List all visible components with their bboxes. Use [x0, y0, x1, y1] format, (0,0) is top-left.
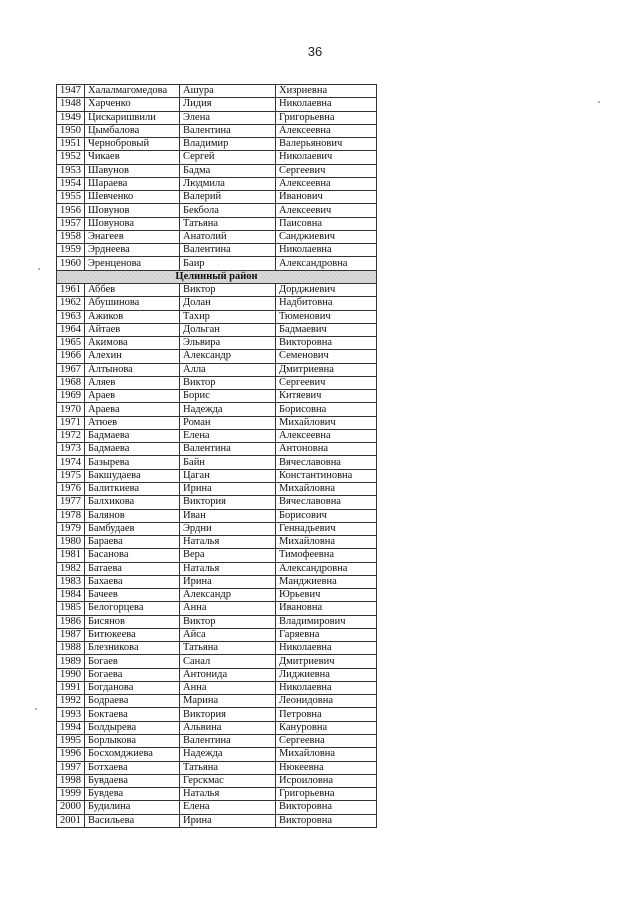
patronymic-cell: Китяевич [276, 390, 377, 403]
patronymic-cell: Николаевна [276, 98, 377, 111]
given-name-cell: Валентина [180, 735, 276, 748]
row-number: 1999 [57, 788, 85, 801]
given-name-cell: Виктория [180, 496, 276, 509]
surname-cell: Ажиков [85, 310, 180, 323]
row-number: 1991 [57, 681, 85, 694]
surname-cell: Эрднеева [85, 244, 180, 257]
row-number: 1956 [57, 204, 85, 217]
table-row [57, 549, 377, 562]
patronymic-cell: Константиновна [276, 469, 377, 482]
surname-cell: Бисянов [85, 615, 180, 628]
table-row [57, 244, 377, 257]
given-name-cell: Антонида [180, 668, 276, 681]
surname-cell: Шовунова [85, 217, 180, 230]
row-number: 1998 [57, 774, 85, 787]
surname-cell: Ботхаева [85, 761, 180, 774]
given-name-cell: Владимир [180, 138, 276, 151]
surname-cell: Айтаев [85, 323, 180, 336]
patronymic-cell: Николаевна [276, 642, 377, 655]
table-row [57, 376, 377, 389]
table-row [57, 735, 377, 748]
given-name-cell: Алла [180, 363, 276, 376]
surname-cell: Бакшудаева [85, 469, 180, 482]
table-row [57, 681, 377, 694]
given-name-cell: Наталья [180, 536, 276, 549]
given-name-cell: Ирина [180, 814, 276, 827]
row-number: 1989 [57, 655, 85, 668]
surname-cell: Васильева [85, 814, 180, 827]
row-number: 1993 [57, 708, 85, 721]
surname-cell: Аббев [85, 283, 180, 296]
row-number: 1982 [57, 562, 85, 575]
patronymic-cell: Михайловна [276, 482, 377, 495]
table-row [57, 496, 377, 509]
surname-cell: Болдырева [85, 721, 180, 734]
given-name-cell: Айса [180, 628, 276, 641]
row-number: 1950 [57, 124, 85, 137]
patronymic-cell: Паисовна [276, 217, 377, 230]
table-row [57, 416, 377, 429]
surname-cell: Цискаришвили [85, 111, 180, 124]
table-row [57, 177, 377, 190]
patronymic-cell: Валерьянович [276, 138, 377, 151]
surname-cell: Бадмаева [85, 429, 180, 442]
table-row [57, 337, 377, 350]
table-row [57, 164, 377, 177]
row-number: 1947 [57, 85, 85, 98]
given-name-cell: Бадма [180, 164, 276, 177]
surname-cell: Бувдева [85, 788, 180, 801]
given-name-cell: Иван [180, 509, 276, 522]
table-row [57, 695, 377, 708]
patronymic-cell: Григорьевна [276, 111, 377, 124]
patronymic-cell: Ивановна [276, 602, 377, 615]
given-name-cell: Надежда [180, 748, 276, 761]
given-name-cell: Татьяна [180, 761, 276, 774]
given-name-cell: Виктор [180, 615, 276, 628]
table-row [57, 522, 377, 535]
table-row [57, 151, 377, 164]
row-number: 1988 [57, 642, 85, 655]
patronymic-cell: Дмитриевна [276, 363, 377, 376]
row-number: 1962 [57, 297, 85, 310]
table-row [57, 788, 377, 801]
patronymic-cell: Николаевна [276, 681, 377, 694]
surname-cell: Аляев [85, 376, 180, 389]
scan-speck [35, 708, 37, 710]
patronymic-cell: Гаряевна [276, 628, 377, 641]
surname-cell: Битюкеева [85, 628, 180, 641]
patronymic-cell: Тюменович [276, 310, 377, 323]
patronymic-cell: Хизриевна [276, 85, 377, 98]
surname-cell: Бодраева [85, 695, 180, 708]
table-row [57, 85, 377, 98]
given-name-cell: Ирина [180, 482, 276, 495]
row-number: 1972 [57, 429, 85, 442]
row-number: 1997 [57, 761, 85, 774]
row-number: 1954 [57, 177, 85, 190]
row-number: 1951 [57, 138, 85, 151]
given-name-cell: Байн [180, 456, 276, 469]
surname-cell: Чернобровый [85, 138, 180, 151]
patronymic-cell: Семенович [276, 350, 377, 363]
table-row [57, 310, 377, 323]
table-row [57, 443, 377, 456]
given-name-cell: Долан [180, 297, 276, 310]
given-name-cell: Наталья [180, 562, 276, 575]
table-row [57, 217, 377, 230]
table-row [57, 191, 377, 204]
table-row [57, 124, 377, 137]
surname-cell: Шавунов [85, 164, 180, 177]
row-number: 1987 [57, 628, 85, 641]
patronymic-cell: Бадмаевич [276, 323, 377, 336]
table-row [57, 615, 377, 628]
row-number: 1963 [57, 310, 85, 323]
page-number: 36 [307, 44, 323, 59]
given-name-cell: Цаган [180, 469, 276, 482]
patronymic-cell: Нюкеевна [276, 761, 377, 774]
patronymic-cell: Михайлович [276, 416, 377, 429]
surname-cell: Алтынова [85, 363, 180, 376]
given-name-cell: Валерий [180, 191, 276, 204]
scan-speck [598, 101, 600, 103]
table-row [57, 323, 377, 336]
patronymic-cell: Александровна [276, 562, 377, 575]
given-name-cell: Валентина [180, 443, 276, 456]
table-row [57, 350, 377, 363]
row-number: 1966 [57, 350, 85, 363]
patronymic-cell: Алексеевна [276, 177, 377, 190]
row-number: 1980 [57, 536, 85, 549]
patronymic-cell: Петровна [276, 708, 377, 721]
surname-cell: Араев [85, 390, 180, 403]
surname-cell: Богаев [85, 655, 180, 668]
given-name-cell: Людмила [180, 177, 276, 190]
row-number: 1984 [57, 589, 85, 602]
patronymic-cell: Сергеевич [276, 376, 377, 389]
surname-cell: Харченко [85, 98, 180, 111]
given-name-cell: Анна [180, 681, 276, 694]
surname-cell: Алехин [85, 350, 180, 363]
table-row [57, 509, 377, 522]
patronymic-cell: Николаевна [276, 244, 377, 257]
surname-cell: Чикаев [85, 151, 180, 164]
given-name-cell: Сергей [180, 151, 276, 164]
table-row [57, 363, 377, 376]
given-name-cell: Эрдни [180, 522, 276, 535]
patronymic-cell: Николаевич [276, 151, 377, 164]
given-name-cell: Надежда [180, 403, 276, 416]
given-name-cell: Эльвира [180, 337, 276, 350]
row-number: 1976 [57, 482, 85, 495]
section-title: Целинный район [57, 270, 377, 283]
surname-cell: Энагеев [85, 230, 180, 243]
given-name-cell: Виктория [180, 708, 276, 721]
surname-cell: Шараева [85, 177, 180, 190]
patronymic-cell: Дмитриевич [276, 655, 377, 668]
row-number: 1986 [57, 615, 85, 628]
given-name-cell: Лидия [180, 98, 276, 111]
row-number: 1953 [57, 164, 85, 177]
table-row [57, 390, 377, 403]
patronymic-cell: Надбитовна [276, 297, 377, 310]
patronymic-cell: Вячеславовна [276, 496, 377, 509]
table-row [57, 230, 377, 243]
given-name-cell: Александр [180, 350, 276, 363]
surname-cell: Араева [85, 403, 180, 416]
surname-cell: Бахаева [85, 575, 180, 588]
patronymic-cell: Лиджиевна [276, 668, 377, 681]
surname-cell: Борлыкова [85, 735, 180, 748]
row-number: 1958 [57, 230, 85, 243]
surname-cell: Бачеев [85, 589, 180, 602]
patronymic-cell: Сергеевич [276, 164, 377, 177]
patronymic-cell: Манджиевна [276, 575, 377, 588]
patronymic-cell: Антоновна [276, 443, 377, 456]
table-row [57, 708, 377, 721]
surname-cell: Будилина [85, 801, 180, 814]
table-row [57, 602, 377, 615]
row-number: 1970 [57, 403, 85, 416]
given-name-cell: Марина [180, 695, 276, 708]
table-row [57, 138, 377, 151]
surname-cell: Атюев [85, 416, 180, 429]
table-row [57, 257, 377, 270]
table-row [57, 642, 377, 655]
patronymic-cell: Вячеславовна [276, 456, 377, 469]
table-row [57, 536, 377, 549]
surname-cell: Абушинова [85, 297, 180, 310]
row-number: 1959 [57, 244, 85, 257]
surname-cell: Цымбалова [85, 124, 180, 137]
row-number: 1978 [57, 509, 85, 522]
given-name-cell: Валентина [180, 124, 276, 137]
patronymic-cell: Исроиловна [276, 774, 377, 787]
patronymic-cell: Алексеевна [276, 124, 377, 137]
row-number: 1981 [57, 549, 85, 562]
patronymic-cell: Михайловна [276, 536, 377, 549]
given-name-cell: Альвина [180, 721, 276, 734]
surname-cell: Балхикова [85, 496, 180, 509]
surname-cell: Белогорцева [85, 602, 180, 615]
row-number: 1960 [57, 257, 85, 270]
table-row [57, 429, 377, 442]
table-row [57, 628, 377, 641]
row-number: 2000 [57, 801, 85, 814]
given-name-cell: Ашура [180, 85, 276, 98]
surname-cell: Бараева [85, 536, 180, 549]
patronymic-cell: Геннадьевич [276, 522, 377, 535]
given-name-cell: Александр [180, 589, 276, 602]
table-row [57, 668, 377, 681]
surname-cell: Шевченко [85, 191, 180, 204]
surname-cell: Эренценова [85, 257, 180, 270]
patronymic-cell: Алексеевич [276, 204, 377, 217]
patronymic-cell: Кануровна [276, 721, 377, 734]
surname-cell: Бамбудаев [85, 522, 180, 535]
row-number: 1968 [57, 376, 85, 389]
row-number: 1971 [57, 416, 85, 429]
patronymic-cell: Леонидовна [276, 695, 377, 708]
row-number: 1964 [57, 323, 85, 336]
patronymic-cell: Борисовна [276, 403, 377, 416]
row-number: 1974 [57, 456, 85, 469]
table-row [57, 98, 377, 111]
table-row [57, 655, 377, 668]
row-number: 1948 [57, 98, 85, 111]
row-number: 1983 [57, 575, 85, 588]
table-row [57, 456, 377, 469]
surname-cell: Боктаева [85, 708, 180, 721]
row-number: 1977 [57, 496, 85, 509]
row-number: 1979 [57, 522, 85, 535]
table-row [57, 814, 377, 827]
row-number: 1992 [57, 695, 85, 708]
given-name-cell: Наталья [180, 788, 276, 801]
given-name-cell: Виктор [180, 283, 276, 296]
surname-cell: Блезникова [85, 642, 180, 655]
row-number: 1967 [57, 363, 85, 376]
given-name-cell: Валентина [180, 244, 276, 257]
table-row [57, 204, 377, 217]
table-row [57, 589, 377, 602]
given-name-cell: Елена [180, 429, 276, 442]
given-name-cell: Дольган [180, 323, 276, 336]
given-name-cell: Бекбола [180, 204, 276, 217]
table-row [57, 575, 377, 588]
table-row [57, 748, 377, 761]
given-name-cell: Татьяна [180, 642, 276, 655]
patronymic-cell: Сергеевна [276, 735, 377, 748]
table-row [57, 482, 377, 495]
given-name-cell: Борис [180, 390, 276, 403]
patronymic-cell: Юрьевич [276, 589, 377, 602]
table-row [57, 297, 377, 310]
row-number: 1996 [57, 748, 85, 761]
row-number: 1955 [57, 191, 85, 204]
roster-table [56, 84, 377, 828]
given-name-cell: Вера [180, 549, 276, 562]
surname-cell: Базырева [85, 456, 180, 469]
table-row [57, 469, 377, 482]
patronymic-cell: Дорджиевич [276, 283, 377, 296]
given-name-cell: Анатолий [180, 230, 276, 243]
table-row [57, 774, 377, 787]
section-header-row [57, 270, 377, 283]
row-number: 1973 [57, 443, 85, 456]
surname-cell: Шовунов [85, 204, 180, 217]
row-number: 1985 [57, 602, 85, 615]
table-row [57, 801, 377, 814]
given-name-cell: Виктор [180, 376, 276, 389]
patronymic-cell: Викторовна [276, 337, 377, 350]
patronymic-cell: Викторовна [276, 814, 377, 827]
surname-cell: Бадмаева [85, 443, 180, 456]
given-name-cell: Элена [180, 111, 276, 124]
surname-cell: Бувдаева [85, 774, 180, 787]
row-number: 1995 [57, 735, 85, 748]
given-name-cell: Баир [180, 257, 276, 270]
patronymic-cell: Иванович [276, 191, 377, 204]
table-row [57, 562, 377, 575]
given-name-cell: Ирина [180, 575, 276, 588]
row-number: 1969 [57, 390, 85, 403]
table-row [57, 111, 377, 124]
row-number: 1975 [57, 469, 85, 482]
patronymic-cell: Алексеевна [276, 429, 377, 442]
given-name-cell: Тахир [180, 310, 276, 323]
given-name-cell: Герскмас [180, 774, 276, 787]
table-row [57, 283, 377, 296]
given-name-cell: Санал [180, 655, 276, 668]
row-number: 1990 [57, 668, 85, 681]
scan-speck [38, 268, 40, 270]
row-number: 1957 [57, 217, 85, 230]
table-row [57, 761, 377, 774]
row-number: 1961 [57, 283, 85, 296]
surname-cell: Халалмагомедова [85, 85, 180, 98]
roster-body [57, 85, 377, 828]
surname-cell: Балянов [85, 509, 180, 522]
surname-cell: Богаева [85, 668, 180, 681]
patronymic-cell: Владимирович [276, 615, 377, 628]
surname-cell: Богданова [85, 681, 180, 694]
given-name-cell: Анна [180, 602, 276, 615]
surname-cell: Балиткиева [85, 482, 180, 495]
table-row [57, 403, 377, 416]
given-name-cell: Татьяна [180, 217, 276, 230]
patronymic-cell: Михайловна [276, 748, 377, 761]
surname-cell: Батаева [85, 562, 180, 575]
patronymic-cell: Александровна [276, 257, 377, 270]
surname-cell: Босхомджиева [85, 748, 180, 761]
row-number: 1994 [57, 721, 85, 734]
patronymic-cell: Викторовна [276, 801, 377, 814]
row-number: 1952 [57, 151, 85, 164]
surname-cell: Акимова [85, 337, 180, 350]
given-name-cell: Роман [180, 416, 276, 429]
patronymic-cell: Борисович [276, 509, 377, 522]
given-name-cell: Елена [180, 801, 276, 814]
patronymic-cell: Санджиевич [276, 230, 377, 243]
surname-cell: Басанова [85, 549, 180, 562]
row-number: 1949 [57, 111, 85, 124]
table-row [57, 721, 377, 734]
row-number: 2001 [57, 814, 85, 827]
row-number: 1965 [57, 337, 85, 350]
patronymic-cell: Григорьевна [276, 788, 377, 801]
patronymic-cell: Тимофеевна [276, 549, 377, 562]
